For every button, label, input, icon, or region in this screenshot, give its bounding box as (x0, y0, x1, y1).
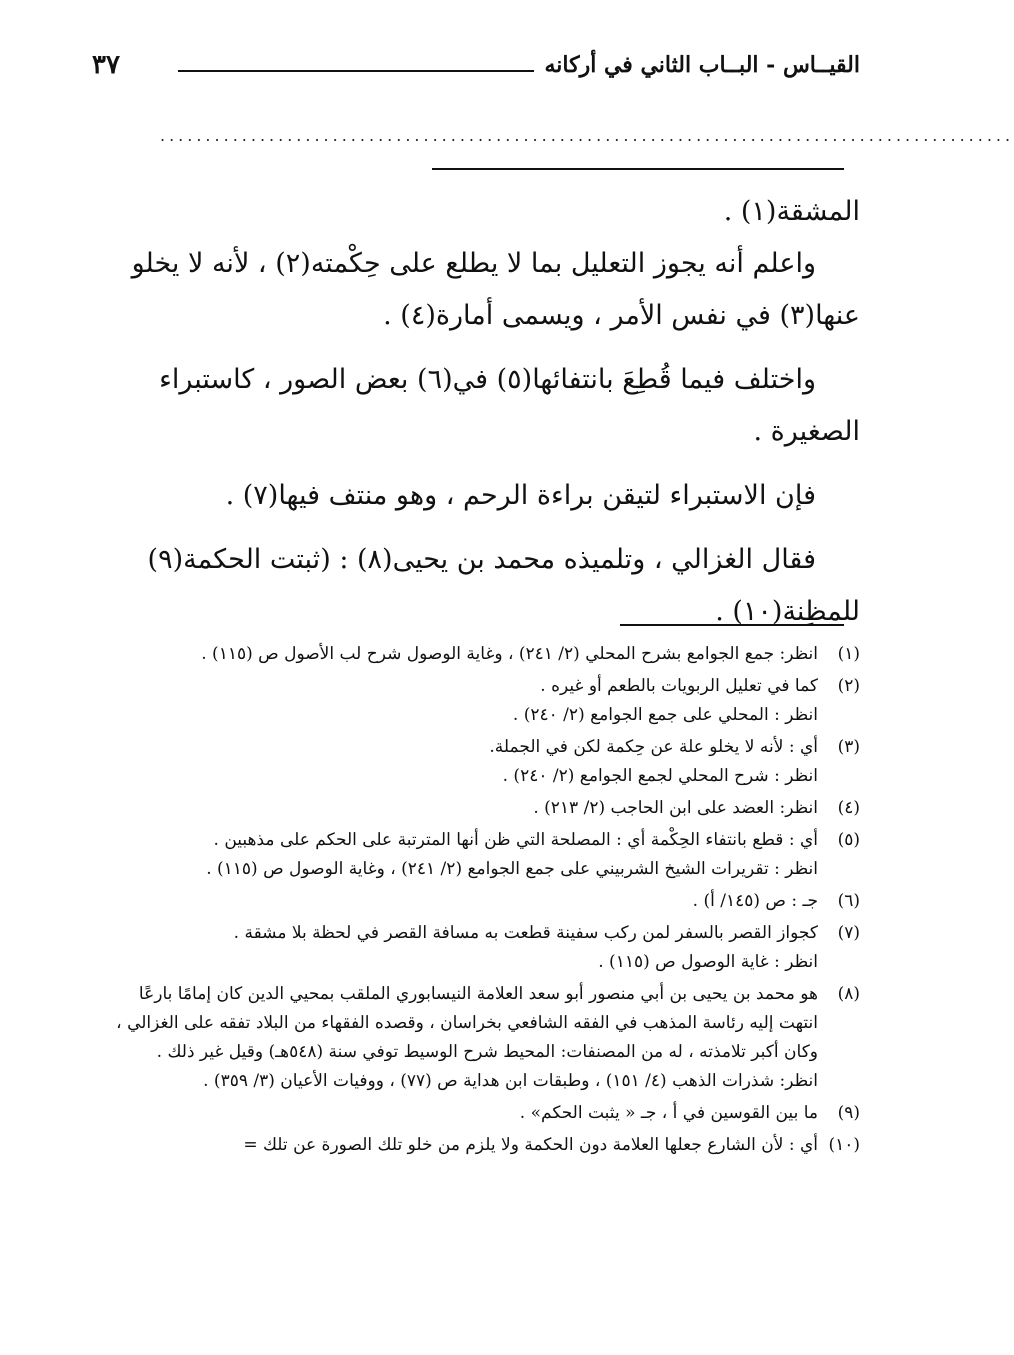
footnote-line: انتهت إليه رئاسة المذهب في الفقه الشافعي بخراسان ، وقصده الفقهاء من البلاد تفقه على الغزالي ، (116, 1013, 818, 1033)
paragraph-1-line-1: واعلم أنه يجوز التعليل بما لا يطلع على حِكْمته(٢) ، لأنه لا يخلو (131, 248, 816, 279)
footnote-line: انظر: شذرات الذهب (٤/ ١٥١) ، وطبقات ابن هداية ص (٧٧) ، ووفيات الأعيان (٣/ ٣٥٩) . (203, 1071, 818, 1091)
footnote-5 (92, 826, 860, 884)
paragraph-4-line-1: فقال الغزالي ، وتلميذه محمد بن يحيى(٨) : (ثبتت الحكمة(٩) (147, 544, 816, 575)
footnote-8 (92, 980, 860, 1096)
header-rule (178, 70, 534, 72)
footnote-line: كما في تعليل الربويات بالطعم أو غيره . (540, 676, 818, 696)
paragraph-2-line-1: واختلف فيما قُطِعَ بانتفائها(٥) في(٦) بعض الصور ، كاستبراء (159, 364, 816, 395)
page-number: ٣٧ (92, 50, 120, 80)
paragraph-2-line-2: الصغيرة . (753, 416, 860, 447)
footnote-6 (92, 887, 860, 916)
paragraph-2 (92, 354, 860, 458)
footnote-number: (٢) (837, 676, 860, 696)
footnote-number: (١) (837, 644, 860, 664)
footnote-rule (620, 624, 844, 626)
paragraph-4 (92, 534, 860, 638)
footnote-4 (92, 794, 860, 823)
footnote-number: (٨) (837, 984, 860, 1004)
footnote-number: (٣) (837, 737, 860, 757)
footnote-line: انظر: العضد على ابن الحاجب (٢/ ٢١٣) . (533, 798, 818, 818)
footnote-3 (92, 733, 860, 791)
paragraph-4-line-2: للمظِنة(١٠) . (715, 596, 860, 627)
footnote-line: أي : لأنه لا يخلو علة عن حِكمة لكن في الجملة. (489, 737, 818, 757)
footnote-line: جـ : ص (١٤٥/ أ) . (692, 891, 818, 911)
footnote-line: انظر: جمع الجوامع بشرح المحلي (٢/ ٢٤١) ، وغاية الوصول شرح لب الأصول ص (١١٥) . (201, 644, 818, 664)
footnote-line: انظر : غاية الوصول ص (١١٥) . (598, 952, 818, 972)
footnote-2 (92, 672, 860, 730)
footnote-line: كجواز القصر بالسفر لمن ركب سفينة قطعت به مسافة القصر في لحظة بلا مشقة . (233, 923, 818, 943)
paragraph-3-line-1: فإن الاستبراء لتيقن براءة الرحم ، وهو منتف فيها(٧) . (225, 480, 816, 511)
main-text (92, 186, 860, 638)
paragraph-0: المشقة(١) . (723, 196, 860, 227)
footnote-line: ما بين القوسين في أ ، جـ « يثبت الحكم» . (519, 1103, 818, 1123)
top-rule (432, 168, 844, 170)
footnote-line: هو محمد بن يحيى بن أبي منصور أبو سعد العلامة النيسابوري الملقب بمحيي الدين كان إمامًا بارعًا (138, 984, 818, 1004)
footnote-number: (٥) (837, 830, 860, 850)
running-header-title: القيــاس - البــاب الثاني في أركانه (544, 52, 860, 78)
footnote-line: أي : لأن الشارع جعلها العلامة دون الحكمة ولا يلزم من خلو تلك الصورة عن تلك = (243, 1135, 818, 1155)
footnote-number: (٦) (837, 891, 860, 911)
footnote-line: وكان أكبر تلامذته ، له من المصنفات: المحيط شرح الوسيط توفي سنة (٥٤٨هـ) وقيل غير ذلك . (156, 1042, 818, 1062)
footnote-9 (92, 1099, 860, 1128)
footnote-number: (٩) (837, 1103, 860, 1123)
footnote-number: (١٠) (828, 1135, 860, 1155)
footnote-10 (92, 1131, 860, 1160)
footnote-number: (٤) (837, 798, 860, 818)
footnote-1 (92, 640, 860, 669)
paragraph-1-line-2: عنها(٣) في نفس الأمر ، ويسمى أمارة(٤) . (383, 300, 860, 331)
footnote-number: (٧) (837, 923, 860, 943)
paragraph-1 (92, 238, 860, 342)
paragraph-3 (92, 470, 860, 522)
footnotes (92, 640, 860, 1163)
footnote-7 (92, 919, 860, 977)
ellipsis-line: .............................................................................................. (160, 126, 1014, 145)
footnote-line: أي : قطع بانتفاء الحِكْمة أي : المصلحة التي ظن أنها المترتبة على الحكم على مذهبين . (213, 830, 818, 850)
footnote-line: انظر : تقريرات الشيخ الشربيني على جمع الجوامع (٢/ ٢٤١) ، وغاية الوصول ص (١١٥) . (206, 859, 818, 879)
footnote-line: انظر : شرح المحلي لجمع الجوامع (٢/ ٢٤٠) . (502, 766, 818, 786)
footnote-line: انظر : المحلي على جمع الجوامع (٢/ ٢٤٠) . (512, 705, 818, 725)
